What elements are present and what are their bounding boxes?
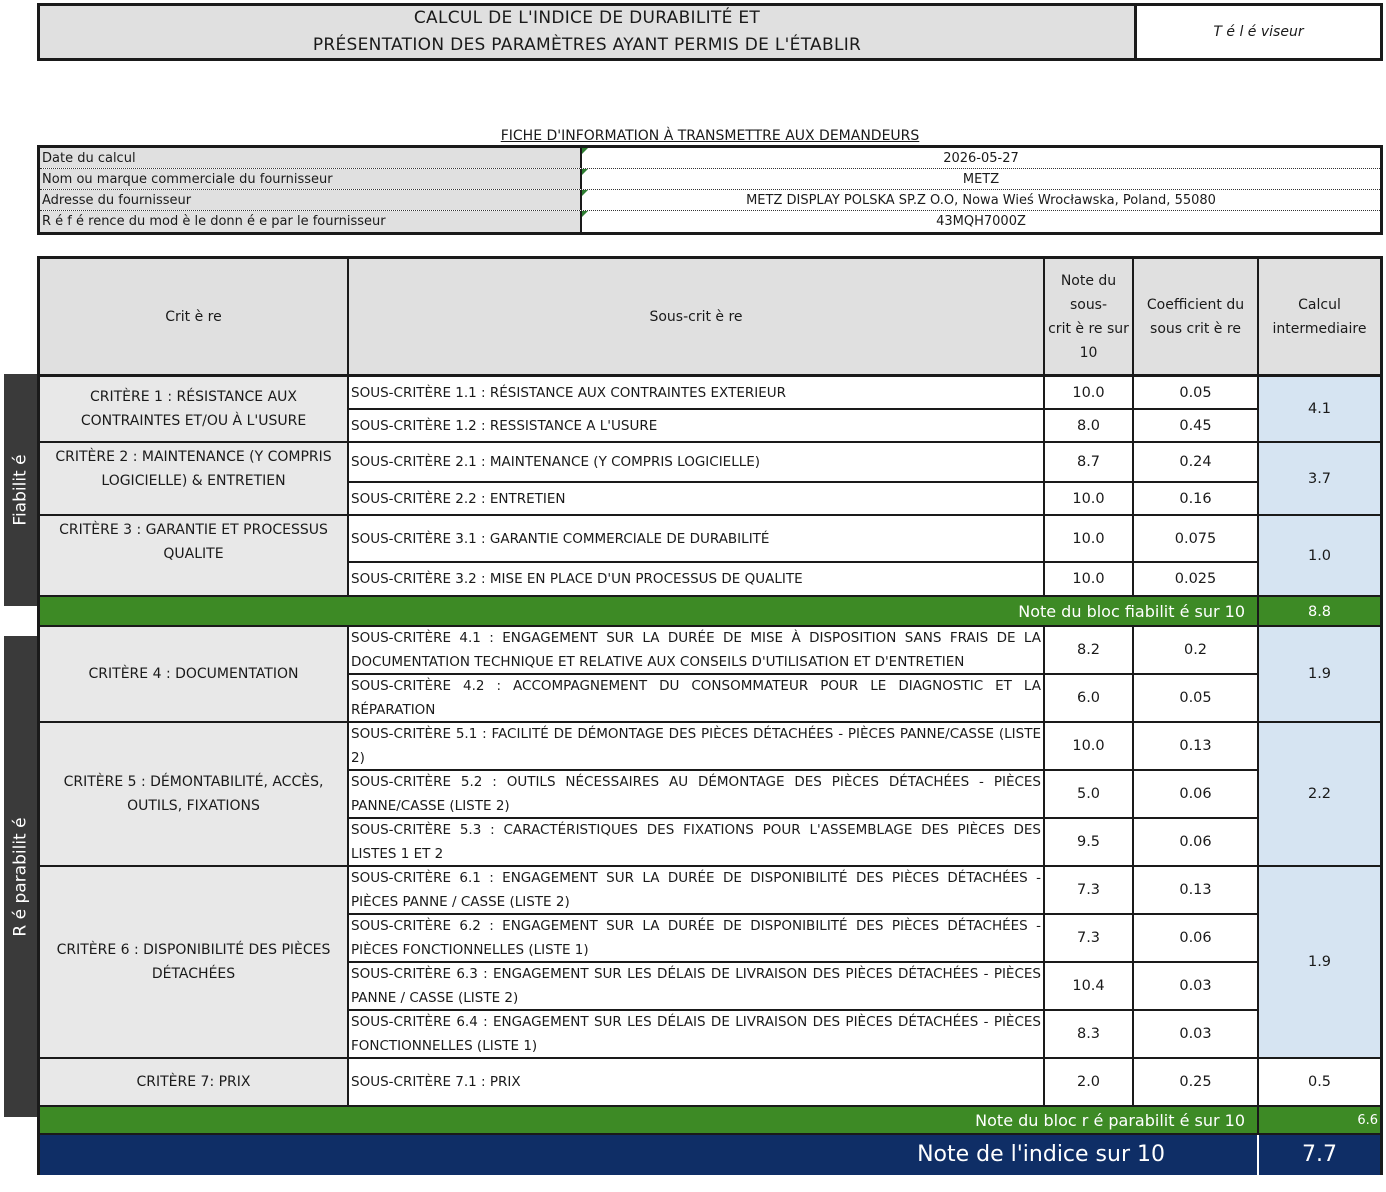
note-cell: 10.0 xyxy=(1045,377,1134,410)
page-title-line1: CALCUL DE L'INDICE DE DURABILITÉ ET xyxy=(413,8,761,28)
sous-critere-cell: SOUS-CRITÈRE 3.2 : MISE EN PLACE D'UN PROCESSUS DE QUALITE xyxy=(349,563,1045,597)
sous-critere-cell: SOUS-CRITÈRE 6.1 : ENGAGEMENT SUR LA DURÉE DE DISPONIBILITÉ DES PIÈCES DÉTACHÉES - PIÈCES PANNE / CASSE (LISTE 2) xyxy=(349,867,1045,915)
sous-critere-cell: SOUS-CRITÈRE 2.1 : MAINTENANCE (Y COMPRIS LOGICIELLE) xyxy=(349,443,1045,483)
note-cell: 8.0 xyxy=(1045,410,1134,443)
info-label: Date du calcul xyxy=(40,148,582,168)
header-calcul: Calcul intermediaire xyxy=(1259,259,1380,377)
note-cell: 10.0 xyxy=(1045,723,1134,771)
info-label: Adresse du fournisseur xyxy=(40,190,582,210)
coef-cell: 0.25 xyxy=(1134,1059,1259,1107)
coef-cell: 0.05 xyxy=(1134,377,1259,410)
sous-critere-cell: SOUS-CRITÈRE 6.2 : ENGAGEMENT SUR LA DURÉE DE DISPONIBILITÉ DES PIÈCES DÉTACHÉES - PIÈCES FONCTIONNELLES (LISTE 1) xyxy=(349,915,1045,963)
sous-critere-cell: SOUS-CRITÈRE 7.1 : PRIX xyxy=(349,1059,1045,1107)
critere-cell: CRITÈRE 3 : GARANTIE ET PROCESSUS QUALITE xyxy=(40,516,349,597)
calcul-cell: 1.0 xyxy=(1259,516,1380,597)
coef-cell: 0.05 xyxy=(1134,675,1259,723)
header-coefficient: Coefficient du sous crit è re xyxy=(1134,259,1259,377)
coef-cell: 0.16 xyxy=(1134,483,1259,516)
note-cell: 2.0 xyxy=(1045,1059,1134,1107)
note-cell: 10.0 xyxy=(1045,563,1134,597)
info-row-brand xyxy=(40,169,1380,190)
sous-critere-cell: SOUS-CRITÈRE 5.1 : FACILITÉ DE DÉMONTAGE DES PIÈCES DÉTACHÉES - PIÈCES PANNE/CASSE (LISTE 2) xyxy=(349,723,1045,771)
coef-cell: 0.13 xyxy=(1134,867,1259,915)
side-tab-reparabilite xyxy=(4,636,38,1117)
sous-critere-cell: SOUS-CRITÈRE 1.2 : RESSISTANCE A L'USURE xyxy=(349,410,1045,443)
coef-cell: 0.24 xyxy=(1134,443,1259,483)
coef-cell: 0.13 xyxy=(1134,723,1259,771)
header-sous-critere: Sous-crit è re xyxy=(349,259,1045,377)
final-score-value: 7.7 xyxy=(1302,1142,1337,1167)
info-section-title: FICHE D'INFORMATION À TRANSMETTRE AUX DEMANDEURS xyxy=(500,128,920,144)
critere-cell: CRITÈRE 5 : DÉMONTABILITÉ, ACCÈS, OUTILS, FIXATIONS xyxy=(40,723,349,867)
fiabilite-note-label: Note du bloc fiabilit é sur 10 xyxy=(40,597,1259,625)
fiabilite-note-value: 8.8 xyxy=(1307,604,1332,620)
sous-critere-cell: SOUS-CRITÈRE 2.2 : ENTRETIEN xyxy=(349,483,1045,516)
note-cell: 10.0 xyxy=(1045,483,1134,516)
info-row-date xyxy=(40,148,1380,169)
sous-critere-cell: SOUS-CRITÈRE 4.1 : ENGAGEMENT SUR LA DURÉE DE MISE À DISPOSITION SANS FRAIS DE LA DOCUMENTATION TECHNIQUE ET RELATIVE AUX CONSEILS D'UTILISATION ET D'ENTRETIEN xyxy=(349,627,1045,675)
sous-critere-cell: SOUS-CRITÈRE 4.2 : ACCOMPAGNEMENT DU CONSOMMATEUR POUR LE DIAGNOSTIC ET LA RÉPARATION xyxy=(349,675,1045,723)
sous-critere-cell: SOUS-CRITÈRE 6.3 : ENGAGEMENT SUR LES DÉLAIS DE LIVRAISON DES PIÈCES DÉTACHÉES - PIÈCES PANNE / CASSE (LISTE 2) xyxy=(349,963,1045,1011)
calcul-cell: 3.7 xyxy=(1259,443,1380,516)
coef-cell: 0.06 xyxy=(1134,819,1259,867)
reparabilite-note-bar xyxy=(40,1107,1380,1135)
coef-cell: 0.2 xyxy=(1134,627,1259,675)
calcul-cell: 4.1 xyxy=(1259,377,1380,443)
info-table xyxy=(37,145,1383,235)
calcul-cell: 1.9 xyxy=(1259,627,1380,723)
fiabilite-block xyxy=(40,377,1380,597)
reparabilite-note-value: 6.6 xyxy=(1357,1113,1378,1128)
reparabilite-note-label: Note du bloc r é parabilit é sur 10 xyxy=(40,1107,1259,1133)
note-cell: 7.3 xyxy=(1045,915,1134,963)
info-value: 2026-05-27 xyxy=(582,148,1380,168)
fiabilite-note-bar xyxy=(40,597,1380,627)
coef-cell: 0.06 xyxy=(1134,771,1259,819)
side-tab-label: R é parabilit é xyxy=(11,816,31,937)
info-value: METZ DISPLAY POLSKA SP.Z O.O, Nowa Wieś Wrocławska, Poland, 55080 xyxy=(582,190,1380,210)
coef-cell: 0.06 xyxy=(1134,915,1259,963)
sous-critere-cell: SOUS-CRITÈRE 1.1 : RÉSISTANCE AUX CONTRAINTES EXTERIEUR xyxy=(349,377,1045,410)
critere-cell: CRITÈRE 1 : RÉSISTANCE AUX CONTRAINTES ET/OU À L'USURE xyxy=(40,377,349,443)
sous-critere-cell: SOUS-CRITÈRE 3.1 : GARANTIE COMMERCIALE DE DURABILITÉ xyxy=(349,516,1045,563)
note-cell: 7.3 xyxy=(1045,867,1134,915)
critere-cell: CRITÈRE 2 : MAINTENANCE (Y COMPRIS LOGICIELLE) & ENTRETIEN xyxy=(40,443,349,516)
note-cell: 10.4 xyxy=(1045,963,1134,1011)
coef-cell: 0.03 xyxy=(1134,1011,1259,1059)
note-cell: 8.2 xyxy=(1045,627,1134,675)
table-header xyxy=(40,259,1380,377)
calcul-cell: 0.5 xyxy=(1259,1059,1380,1107)
reparabilite-block xyxy=(40,627,1380,1107)
sous-critere-cell: SOUS-CRITÈRE 5.2 : OUTILS NÉCESSAIRES AU DÉMONTAGE DES PIÈCES DÉTACHÉES - PIÈCES PANNE/CASSE (LISTE 2) xyxy=(349,771,1045,819)
header-critere: Crit è re xyxy=(40,259,349,377)
coef-cell: 0.025 xyxy=(1134,563,1259,597)
critere-cell: CRITÈRE 7: PRIX xyxy=(40,1059,349,1107)
final-score-bar xyxy=(40,1135,1380,1175)
note-cell: 6.0 xyxy=(1045,675,1134,723)
calcul-cell: 2.2 xyxy=(1259,723,1380,867)
sous-critere-cell: SOUS-CRITÈRE 5.3 : CARACTÉRISTIQUES DES FIXATIONS POUR L'ASSEMBLAGE DES PIÈCES DES LISTES 1 ET 2 xyxy=(349,819,1045,867)
info-label: R é f é rence du mod è le donn é e par le fournisseur xyxy=(40,211,582,232)
score-table xyxy=(37,256,1383,1175)
header-note: Note du sous- crit è re sur 10 xyxy=(1045,259,1134,377)
calcul-cell: 1.9 xyxy=(1259,867,1380,1059)
coef-cell: 0.45 xyxy=(1134,410,1259,443)
info-row-model xyxy=(40,211,1380,232)
sous-critere-cell: SOUS-CRITÈRE 6.4 : ENGAGEMENT SUR LES DÉLAIS DE LIVRAISON DES PIÈCES DÉTACHÉES - PIÈCES FONCTIONNELLES (LISTE 1) xyxy=(349,1011,1045,1059)
page-title xyxy=(40,6,1137,58)
critere-cell: CRITÈRE 4 : DOCUMENTATION xyxy=(40,627,349,723)
note-cell: 9.5 xyxy=(1045,819,1134,867)
page-title-line2: PRÉSENTATION DES PARAMÈTRES AYANT PERMIS DE L'ÉTABLIR xyxy=(312,35,862,55)
note-cell: 10.0 xyxy=(1045,516,1134,563)
product-category: T é l é viseur xyxy=(1213,24,1304,40)
note-cell: 8.3 xyxy=(1045,1011,1134,1059)
info-value: METZ xyxy=(582,169,1380,189)
title-box xyxy=(37,3,1383,61)
critere-cell: CRITÈRE 6 : DISPONIBILITÉ DES PIÈCES DÉTACHÉES xyxy=(40,867,349,1059)
note-cell: 8.7 xyxy=(1045,443,1134,483)
info-value: 43MQH7000Z xyxy=(582,211,1380,232)
note-cell: 5.0 xyxy=(1045,771,1134,819)
info-row-address xyxy=(40,190,1380,211)
side-tab-fiabilite xyxy=(4,374,38,606)
coef-cell: 0.03 xyxy=(1134,963,1259,1011)
side-tab-label: Fiabilit é xyxy=(11,454,32,526)
coef-cell: 0.075 xyxy=(1134,516,1259,563)
info-label: Nom ou marque commerciale du fournisseur xyxy=(40,169,582,189)
final-score-label: Note de l'indice sur 10 xyxy=(40,1135,1259,1175)
